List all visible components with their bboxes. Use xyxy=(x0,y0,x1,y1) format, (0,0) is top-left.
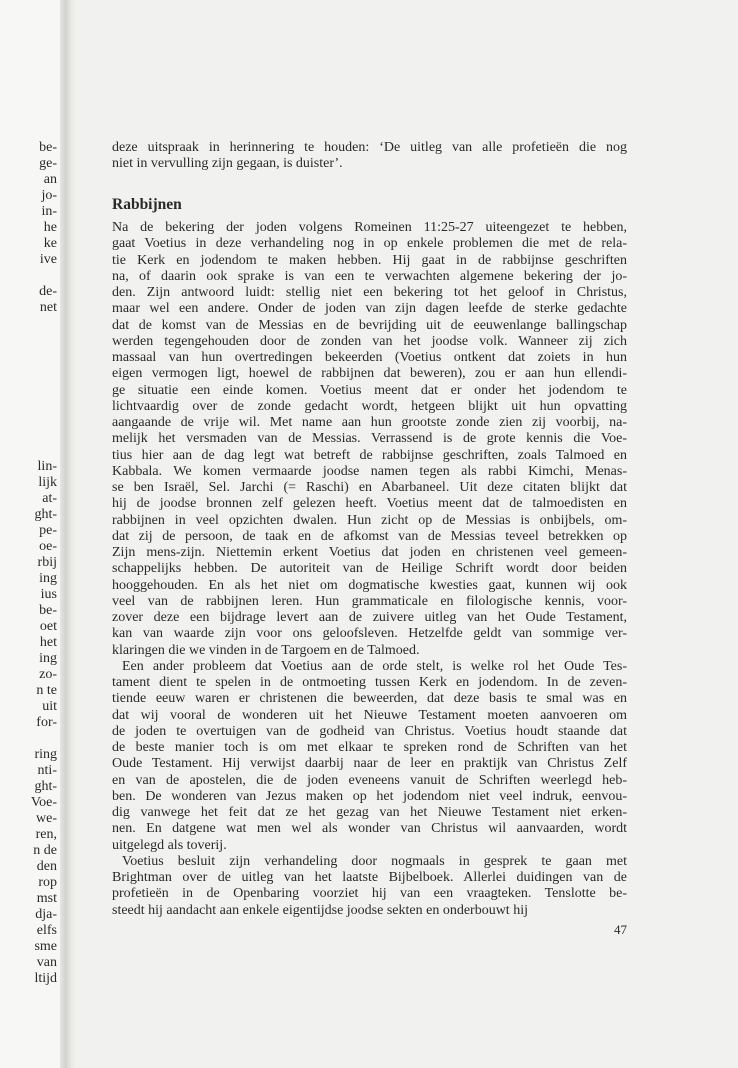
text-line: schappelijks hebben. De autoriteit van de Heilige Schrift wordt door beiden xyxy=(112,561,627,577)
text-line: dat zij de persoon, de taak en de afkomst van de Messias teveel betrekken op xyxy=(112,528,627,544)
text-line: en van de apostelen, die de joden eveneens vanuit de Schriften weerlegd heb- xyxy=(112,772,627,788)
text-line: dig vanwege het feit dat ze het gezag van het Nieuwe Testament niet erken- xyxy=(112,805,627,820)
text-line: nen. En datgene wat men wel als wonder van Christus wil aanvaarden, wordt xyxy=(112,821,627,837)
facing-page-fragment: at- xyxy=(42,491,57,506)
facing-page-fragment: jo- xyxy=(41,188,57,203)
text-line: klaringen die we vinden in de Targoem en de Talmoed. xyxy=(112,642,420,658)
text-line: de beste manier toch is om met elkaar te spreken rond de Schriften van het xyxy=(112,740,627,755)
text-line: tius hier aan de dag legt wat betreft de rabbijnse geschriften, zoals Talmoed en xyxy=(112,447,627,463)
facing-page-fragment: oet xyxy=(39,619,57,634)
text-line: deze uitspraak in herinnering te houden: ‘De uitleg van alle profetieën die nog xyxy=(112,140,627,155)
text-line: tie Kerk en jodendom te maken hebben. Hij gaat in de rabbijnse geschriften xyxy=(112,252,627,268)
facing-page-fragment: net xyxy=(39,300,57,315)
text-line: Kabbala. We komen vermaarde joodse namen tegen als rabbi Kimchi, Menas- xyxy=(112,463,627,479)
page-number: 47 xyxy=(614,922,627,937)
facing-page-fragment: n te xyxy=(36,683,57,698)
text-line: rabbijnen in veel opzichten dwalen. Hun zicht op de Messias is onbijbels, om- xyxy=(112,512,627,528)
facing-page-fragment: lijk xyxy=(38,475,57,490)
facing-page-fragment: ge- xyxy=(39,156,57,171)
text-line: Oude Testament. Hij verwijst daarbij naar de leer en praktijk van Christus Zelf xyxy=(112,756,627,772)
facing-page-fragment: nti- xyxy=(37,763,57,778)
facing-page-fragment: mst xyxy=(36,891,57,906)
facing-page-fragment: van xyxy=(36,955,57,970)
facing-page-fragment: pe- xyxy=(39,523,57,538)
text-line: kan van waarde zijn voor ons geloofsleven. Hetzelfde geldt van sommige ver- xyxy=(112,626,627,642)
facing-page-fragment: dja- xyxy=(35,907,57,922)
facing-page-fragment: rbij xyxy=(37,555,57,570)
section-heading: Rabbijnen xyxy=(112,196,182,213)
facing-page-fragment: ltijd xyxy=(34,971,57,986)
text-line: Een ander probleem dat Voetius aan de orde stelt, is welke rol het Oude Tes- xyxy=(122,658,627,674)
text-line: melijk het versmaden van de Messias. Verrassend is de grote kennis die Voe- xyxy=(112,431,627,447)
book-gutter xyxy=(60,0,76,1068)
text-line: se ben Israël, Sel. Jarchi (= Raschi) en Abarbaneel. Uit deze citaten blijkt dat xyxy=(112,480,627,495)
facing-page-fragment: be- xyxy=(39,140,57,155)
facing-page-fragment: oe- xyxy=(39,539,57,554)
facing-page-fragment: den xyxy=(36,859,57,874)
facing-page-fragment: Voe- xyxy=(30,795,57,810)
text-line: tiende eeuw waren er christenen die beweerden, dat deze basis te smal was en xyxy=(112,691,627,707)
facing-page-fragment: we- xyxy=(36,811,57,826)
facing-page-fragment: an xyxy=(43,172,57,187)
text-line: Zijn mens-zijn. Niettemin erkent Voetius dat joden en christenen veel gemeen- xyxy=(112,545,627,560)
text-line: profetieën in de Openbaring voorziet hij van een vraagteken. Tenslotte be- xyxy=(112,886,627,902)
text-line: aangaande de vrije wil. Met name aan hun grootste zonde zien zij voorbij, na- xyxy=(112,415,627,430)
facing-page-fragment: ren, xyxy=(35,827,57,842)
facing-page-fragment: lin- xyxy=(37,459,57,474)
text-line: ge situatie een einde komen. Voetius meent dat er onder het jodendom te xyxy=(112,382,627,398)
text-line: Na de bekering der joden volgens Romeinen 11:25-27 uiteengezet te hebben, xyxy=(112,220,627,235)
facing-page-fragment: het xyxy=(39,635,57,650)
text-line: hooggehouden. En als het niet om dogmatische kwesties gaat, kunnen wij ook xyxy=(112,577,627,593)
facing-page-fragment: in- xyxy=(41,204,57,219)
facing-page-fragment: ring xyxy=(34,747,57,762)
body-text xyxy=(112,220,627,919)
text-line: Brightman over de uitleg van het laatste Bijbelboek. Allerlei duidingen van de xyxy=(112,870,627,885)
facing-page-fragment: ive xyxy=(39,252,57,267)
facing-page-fragment: ius xyxy=(40,587,57,602)
text-line: dat de komst van de Messias en de bevrijding uit de eeuwenlange ballingschap xyxy=(112,317,627,333)
facing-page-fragment: ght- xyxy=(34,779,57,794)
facing-page-fragment: zo- xyxy=(39,667,57,682)
text-line: veel van de rabbijnen leren. Hun grammaticale en filologische kennis, voor- xyxy=(112,593,627,609)
facing-page-fragment: sme xyxy=(34,939,57,954)
facing-page-fragment: de- xyxy=(39,284,57,299)
facing-page-fragment: ght- xyxy=(34,507,57,522)
text-line: de joden te overtuigen van de godheid van Christus. Voetius houdt staande dat xyxy=(112,723,627,739)
facing-page-fragment: be- xyxy=(39,603,57,618)
text-line: lichtvaardig over de zonde gedacht wordt, hetgeen blijkt uit hun opvatting xyxy=(112,398,627,414)
facing-page-fragment: ing xyxy=(39,651,57,666)
text-line: tament dient te spelen in de ontmoeting tussen Kerk en jodendom. In de zeven- xyxy=(112,675,627,690)
text-line: dat wij vooral de wonderen uit het Nieuwe Testament moeten aanvoeren om xyxy=(112,707,627,723)
intro-text xyxy=(112,140,627,173)
text-line: uitgelegd als toverij. xyxy=(112,837,227,853)
text-line: massaal van hun overtredingen bekeerden (Voetius ontkent dat zoiets in hun xyxy=(112,350,627,365)
facing-page-fragment: elfs xyxy=(36,923,57,938)
text-line: hij de joodse bronnen zelf gelezen heeft. Voetius meent dat de talmoedisten en xyxy=(112,496,627,512)
text-line: maar wel een andere. Onder de joden van zijn dagen leefde de sterke gedachte xyxy=(112,301,627,317)
text-line: Voetius besluit zijn verhandeling door nogmaals in gesprek te gaan met xyxy=(122,853,627,869)
text-line: niet in vervulling zijn gegaan, is duister’. xyxy=(112,156,343,172)
facing-page-fragment: uit xyxy=(42,699,57,714)
facing-page-fragment: rop xyxy=(38,875,57,890)
text-line: gaat Voetius in deze verhandeling nog in op enkele problemen die met de rela- xyxy=(112,236,627,252)
facing-page-fragment: ke xyxy=(43,236,57,251)
text-line: zover deze een bijdrage levert aan de zuivere uitleg van het Oude Testament, xyxy=(112,610,627,625)
text-line: werden tegengehouden door de zonden van het joodse volk. Wanneer zij zich xyxy=(112,333,627,349)
facing-page-fragment: n de xyxy=(33,843,57,858)
facing-page-fragment: he xyxy=(43,220,57,235)
facing-page-fragment: ing xyxy=(39,571,57,586)
text-line: na, of daarin ook sprake is van een te verwachten algemene bekering der jo- xyxy=(112,268,627,284)
facing-page-fragment: for- xyxy=(36,715,57,730)
text-line: den. Zijn antwoord luidt: stellig niet een bekering tot het geloof in Christus, xyxy=(112,285,627,300)
text-line: steedt hij aandacht aan enkele eigentijdse joodse sekten en onderbouwt hij xyxy=(112,902,528,918)
text-line: ben. De wonderen van Jezus maken op het jodendom niet veel indruk, eenvou- xyxy=(112,788,627,804)
text-line: eigen vermogen ligt, hoewel de rabbijnen dat beweren), zou er aan hun ellendi- xyxy=(112,366,627,382)
